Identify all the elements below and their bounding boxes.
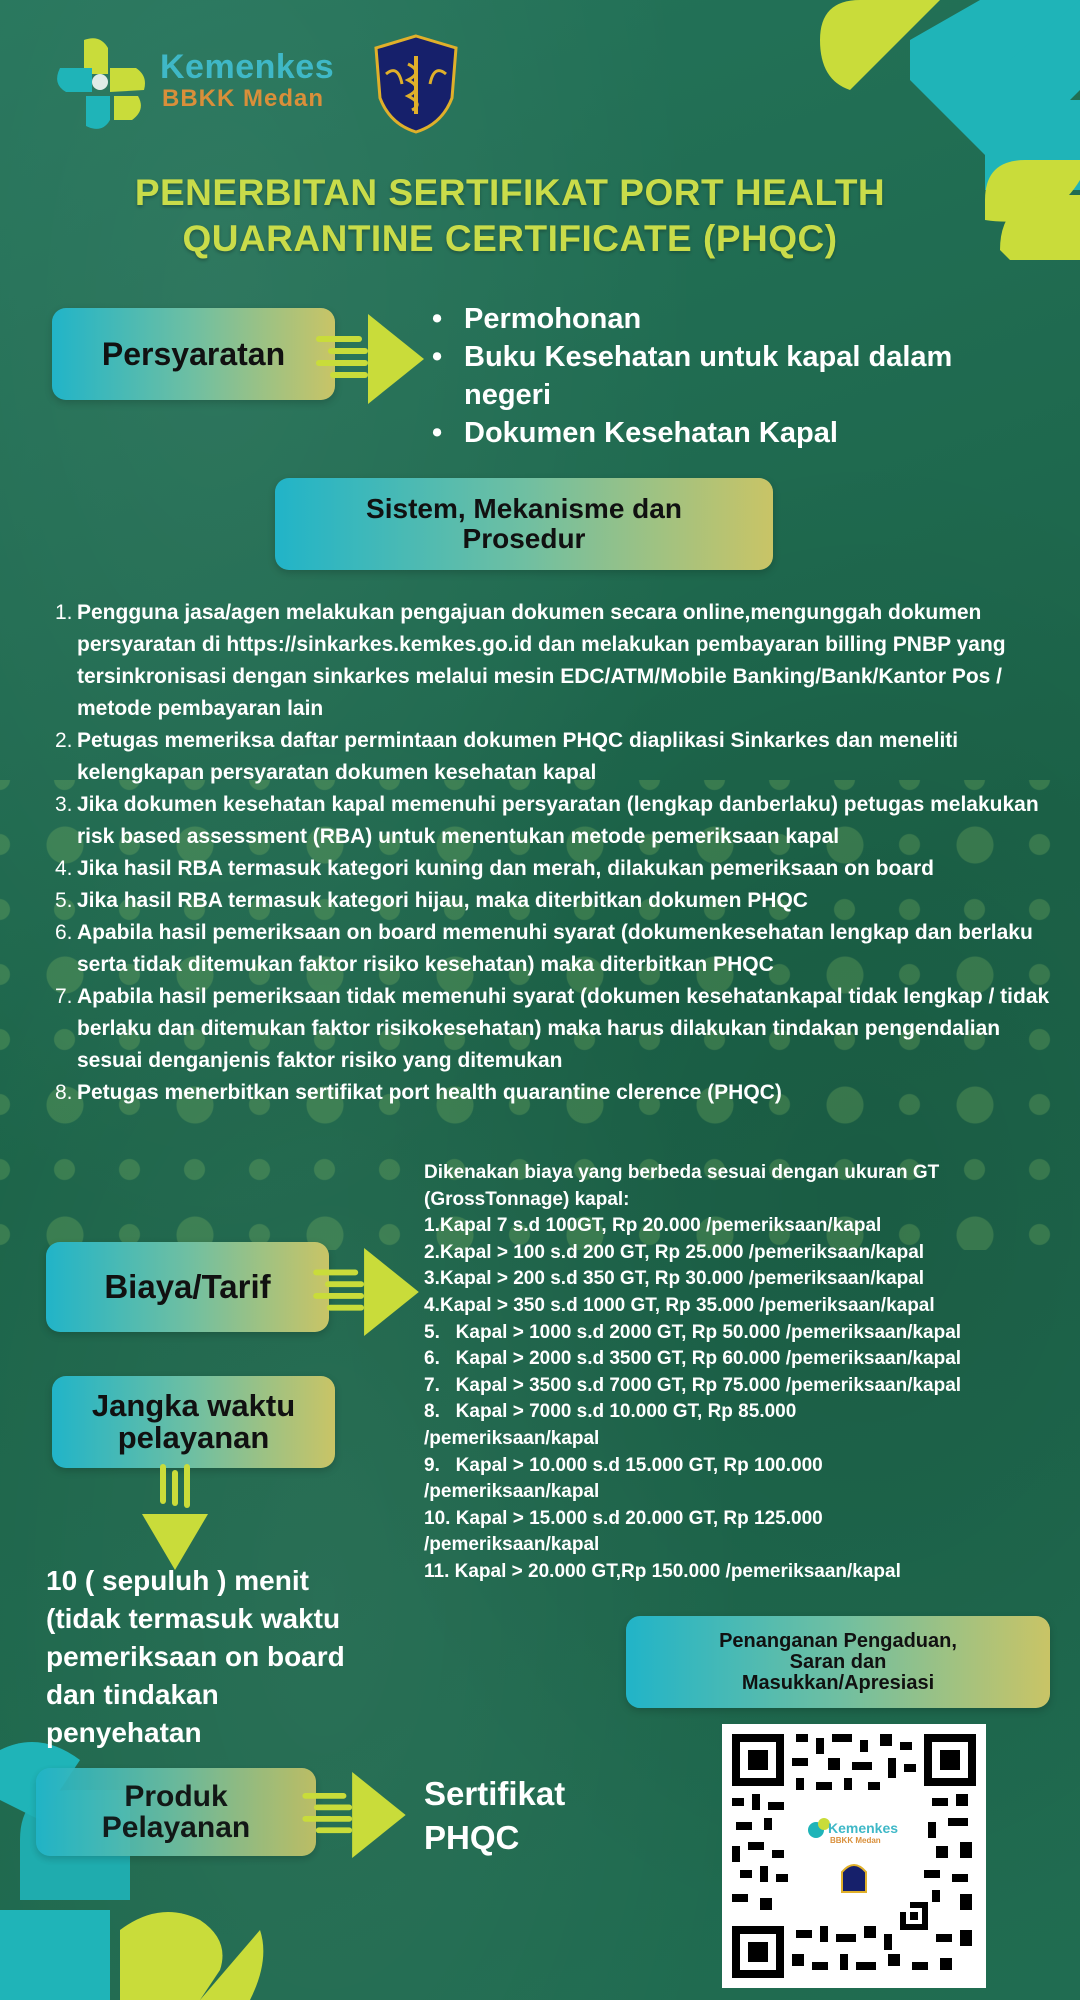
jangka-value-line: pemeriksaan on board — [46, 1641, 345, 1672]
biaya-line: 1.Kapal 7 s.d 100GT, Rp 20.000 /pemeriksaan/kapal — [424, 1215, 882, 1237]
step-number: 1. — [55, 601, 73, 624]
pengaduan-qr-code[interactable] — [722, 1724, 986, 1988]
arrow-down-icon — [130, 1464, 220, 1574]
jangka-label-line-1: Jangka waktu — [91, 1388, 296, 1423]
biaya-line: 3.Kapal > 200 s.d 350 GT, Rp 30.000 /pemeriksaan/kapal — [424, 1268, 925, 1290]
brand-subname: BBKK Medan — [162, 85, 325, 112]
biaya-line: 7. Kapal > 3500 s.d 7000 GT, Rp 75.000 /pemeriksaan/kapal — [424, 1374, 962, 1396]
step-number: 7. — [55, 985, 73, 1008]
produk-label-line-1: Produk — [124, 1780, 228, 1813]
biaya-line: (GrossTonnage) kapal: — [424, 1188, 630, 1210]
prosedur-step — [55, 1077, 1055, 1109]
step-text: Jika hasil RBA termasuk kategori kuning dan merah, dilakukan pemeriksaan on board — [77, 857, 934, 880]
biaya-details — [424, 1160, 1064, 1586]
sistem-label-box — [275, 478, 773, 570]
title-line-1: PENERBITAN SERTIFIKAT PORT HEALTH — [134, 172, 886, 213]
jangka-value — [46, 1562, 386, 1752]
prosedur-step — [55, 917, 1055, 981]
produk-value-line-1: Sertifikat — [424, 1775, 566, 1812]
biaya-line: Dikenakan biaya yang berbeda sesuai dengan ukuran GT — [424, 1162, 940, 1183]
biaya-label: Biaya/Tarif — [104, 1268, 271, 1305]
biaya-line: /pemeriksaan/kapal — [424, 1534, 600, 1556]
arrow-right-icon — [316, 314, 426, 404]
produk-value — [424, 1772, 565, 1860]
biaya-line: 9. Kapal > 10.000 s.d 15.000 GT, Rp 100.000 — [424, 1454, 823, 1476]
produk-value-line-2: PHQC — [424, 1819, 520, 1856]
prosedur-step — [55, 725, 1055, 789]
jangka-label-box — [52, 1376, 335, 1468]
brand-name: Kemenkes — [160, 48, 335, 86]
prosedur-step — [55, 853, 1055, 885]
jangka-label-line-2: pelayanan — [117, 1420, 270, 1455]
biaya-line: 2.Kapal > 100 s.d 200 GT, Rp 25.000 /pemeriksaan/kapal — [424, 1241, 925, 1263]
biaya-line: /pemeriksaan/kapal — [424, 1481, 600, 1503]
step-number: 4. — [55, 857, 73, 880]
persyaratan-item: • Permohonan — [432, 300, 1032, 338]
kemenkes-logo-icon — [52, 34, 148, 134]
step-text: Jika dokumen kesehatan kapal memenuhi persyaratan (lengkap danberlaku) petugas melakukan risk based assessment (RBA) untuk menentukan metode pemeriksaan kapal — [77, 793, 1039, 848]
step-text: Pengguna jasa/agen melakukan pengajuan dokumen secara online,mengunggah dokumen persyaratan di https://sinkarkes.kemkes.go.id dan melakukan pembayaran billing PNBP yang tersinkronisasi dengan sinkarkes melalui mesin EDC/ATM/Mobile Banking/Bank/Kantor Pos / metode pembayaran lain — [77, 601, 1006, 720]
jangka-value-line: (tidak termasuk waktu — [46, 1603, 341, 1634]
prosedur-step — [55, 981, 1055, 1077]
jangka-value-line: dan tindakan — [46, 1679, 219, 1710]
step-number: 6. — [55, 921, 73, 944]
persyaratan-item: • Dokumen Kesehatan Kapal — [432, 414, 1032, 452]
arrow-right-icon — [312, 1248, 422, 1336]
karantina-emblem-icon — [372, 34, 460, 134]
persyaratan-label: Persyaratan — [101, 335, 286, 372]
step-number: 2. — [55, 729, 73, 752]
title-line-2: QUARANTINE CERTIFICATE (PHQC) — [182, 218, 838, 259]
step-number: 3. — [55, 793, 73, 816]
jangka-value-line: 10 ( sepuluh ) menit — [46, 1565, 309, 1596]
biaya-line: 5. Kapal > 1000 s.d 2000 GT, Rp 50.000 /pemeriksaan/kapal — [424, 1321, 962, 1343]
persyaratan-item: • Buku Kesehatan untuk kapal dalam negeri — [432, 338, 1032, 414]
pengaduan-label-line-2: Saran dan — [789, 1650, 887, 1673]
step-number: 5. — [55, 889, 73, 912]
produk-label-box — [36, 1768, 316, 1856]
biaya-line: 10. Kapal > 15.000 s.d 20.000 GT, Rp 125.000 — [424, 1507, 823, 1529]
qr-brand: Kemenkes — [828, 1820, 899, 1836]
persyaratan-label-box — [52, 308, 335, 400]
sistem-label-line-2: Prosedur — [462, 523, 586, 554]
biaya-line: 6. Kapal > 2000 s.d 3500 GT, Rp 60.000 /pemeriksaan/kapal — [424, 1348, 962, 1370]
qr-brand-sub: BBKK Medan — [830, 1836, 881, 1845]
pengaduan-label-line-3: Masukkan/Apresiasi — [741, 1671, 935, 1694]
prosedur-steps-list — [55, 597, 1055, 1109]
prosedur-step — [55, 597, 1055, 725]
prosedur-step — [55, 789, 1055, 853]
produk-label-line-2: Pelayanan — [101, 1811, 251, 1844]
pengaduan-label-line-1: Penanganan Pengaduan, — [719, 1629, 957, 1652]
biaya-line: /pemeriksaan/kapal — [424, 1427, 600, 1449]
biaya-line: 4.Kapal > 350 s.d 1000 GT, Rp 35.000 /pemeriksaan/kapal — [424, 1294, 935, 1316]
arrow-right-icon — [300, 1772, 410, 1858]
page-title — [60, 170, 960, 262]
qr-code-icon — [732, 1734, 976, 1978]
jangka-value-line: penyehatan — [46, 1717, 202, 1748]
sistem-label-line-1: Sistem, Mekanisme dan — [366, 493, 682, 524]
step-text: Apabila hasil pemeriksaan on board memenuhi syarat (dokumenkesehatan lengkap dan berlaku serta tidak ditemukan faktor risiko kesehatan) maka diterbitkan PHQC — [77, 921, 1033, 976]
biaya-line: 11. Kapal > 20.000 GT,Rp 150.000 /pemeriksaan/kapal — [424, 1560, 901, 1582]
step-text: Petugas menerbitkan sertifikat port health quarantine clerence (PHQC) — [77, 1081, 782, 1104]
prosedur-step — [55, 885, 1055, 917]
biaya-line: 8. Kapal > 7000 s.d 10.000 GT, Rp 85.000 — [424, 1401, 797, 1423]
step-text: Jika hasil RBA termasuk kategori hijau, maka diterbitkan dokumen PHQC — [77, 889, 808, 912]
step-text: Apabila hasil pemeriksaan tidak memenuhi syarat (dokumen kesehatankapal tidak lengkap / tidak berlaku dan ditemukan faktor risikokesehatan) maka harus dilakukan tindakan pengendalian sesuai denganjenis faktor risiko yang ditemukan — [77, 985, 1050, 1072]
step-number: 8. — [55, 1081, 73, 1104]
persyaratan-list — [432, 300, 1032, 452]
pengaduan-label-box — [626, 1616, 1050, 1708]
step-text: Petugas memeriksa daftar permintaan dokumen PHQC diaplikasi Sinkarkes dan meneliti kelengkapan persyaratan dokumen kesehatan kapal — [77, 729, 959, 784]
biaya-label-box — [46, 1242, 329, 1332]
